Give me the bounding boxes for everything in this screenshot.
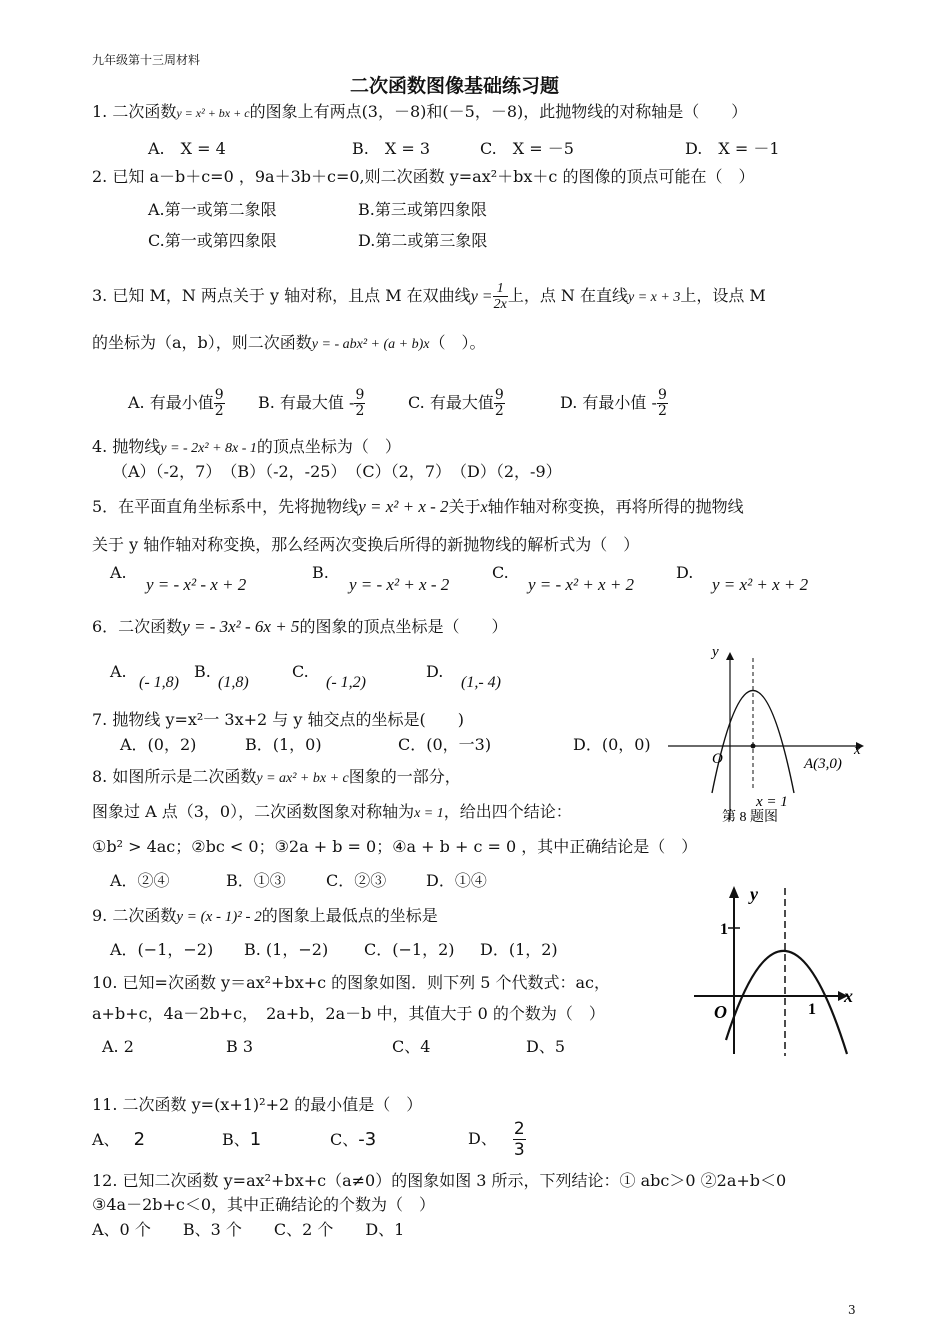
q6-option-b-value[interactable]: (1,8) [218, 674, 249, 691]
q11-option-c[interactable] [330, 1130, 376, 1150]
q12-line-2: ③4a－2b+c＜0，其中正确结论的个数为（ ） [92, 1195, 436, 1214]
q7-option-b[interactable]: B．(1，0) [245, 735, 322, 754]
q3-stem-c: 上，设点 M [680, 286, 766, 305]
question-12: 12. 已知二次函数 y=ax²+bx+c（a≠0）的图象如图 3 所示，下列结论：① abc＞0 ②2a+b＜0 [92, 1171, 787, 1190]
question-9 [92, 906, 438, 927]
q3-hyperbola-fraction [493, 281, 508, 312]
q8-y-label: y [712, 644, 719, 660]
q6-option-a-value[interactable]: (- 1,8) [139, 674, 179, 691]
q11-option-b[interactable] [222, 1130, 261, 1150]
q6-stem: 6．二次函数 [92, 617, 183, 636]
q5-expr: y = x² + x - 2 [358, 497, 449, 516]
q10-parabola [726, 951, 847, 1054]
q3-option-c-label: C. 有最大值 [408, 393, 494, 412]
q11-option-d-fraction [513, 1119, 526, 1160]
q7-option-d[interactable]: D．(0，0) [573, 735, 651, 754]
q9-option-c[interactable]: C．(−1，2) [364, 940, 455, 959]
q8-origin-label: O [712, 751, 723, 767]
q9-expr: y = (x - 1)² - 2 [176, 909, 262, 925]
q8-axis-label: x = 1 [756, 794, 788, 810]
q8-stem-b: 图象的一部分， [348, 767, 461, 786]
q3-frac-num: 1 [493, 281, 508, 297]
q11-option-b-value: 1 [249, 1129, 262, 1150]
q3-stem-b: 上，点 N 在直线 [507, 286, 628, 305]
q10-x-label: x [844, 986, 853, 1006]
q8-conclusions: ①b² > 4ac；②bc < 0；③2a + b = 0；④a + b + c = 0 ，其中正确结论是（ ） [92, 837, 698, 856]
q2-option-d[interactable]: D.第二或第三象限 [358, 231, 488, 250]
q8-option-b[interactable]: B．①③ [226, 871, 286, 890]
q1-option-c[interactable]: C. X = －5 [480, 139, 574, 158]
q9-option-d[interactable]: D．(1，2) [480, 940, 558, 959]
q3-expr2: y = - abx² + (a + b)x [311, 337, 430, 352]
q5-option-a-expr[interactable]: y = - x² - x + 2 [146, 575, 247, 594]
q11-option-d[interactable] [468, 1118, 526, 1160]
q6-option-b-label[interactable]: B. [194, 662, 211, 681]
q3-option-c[interactable] [408, 383, 505, 423]
q6-option-c-value[interactable]: (- 1,2) [326, 674, 366, 691]
q6-option-d-value[interactable]: (1,- 4) [461, 674, 501, 691]
question-8 [92, 767, 461, 789]
question-11: 11. 二次函数 y=(x+1)²+2 的最小值是（ ） [92, 1095, 423, 1114]
q1-stem: 1. 二次函数 [92, 102, 177, 121]
q5-line-2: 关于 y 轴作轴对称变换，那么经两次变换后所得的新抛物线的解析式为（ ） [92, 535, 640, 554]
q11-option-c-label: C、 [330, 1130, 359, 1149]
q10-line-2: a+b+c，4a－2b+c， 2a+b，2a－b 中，其值大于 0 的个数为（ ） [92, 1004, 605, 1023]
q3-option-b[interactable] [258, 383, 365, 423]
q1-option-a[interactable]: A. X = 4 [148, 139, 226, 158]
q4-stem: 4. 抛物线 [92, 437, 161, 456]
q4-options[interactable]: （A）（-2，7） （B）（-2，-25） （C）（2，7） （D）（2，-9） [112, 462, 562, 481]
q11-option-b-label: B、 [222, 1130, 250, 1149]
q1-expr: y = x² + bx + c [176, 106, 250, 120]
q8-point-label: A(3,0) [804, 756, 842, 772]
q8-stem: 8. 如图所示是二次函数 [92, 767, 257, 786]
q11-option-a-value: 2 [133, 1129, 146, 1150]
q8-x-label: x [854, 742, 861, 758]
q11-option-c-value: -3 [358, 1129, 377, 1150]
q5-stem-c: 轴作轴对称变换，再将所得的抛物线 [487, 497, 744, 516]
frac-den: 3 [513, 1140, 525, 1160]
q3-option-b-label: B. 有最大值 - [258, 393, 355, 412]
question-3 [92, 278, 766, 316]
q3-stem: 3. 已知 M，N 两点关于 y 轴对称，且点 M 在双曲线 [92, 286, 471, 305]
q3-option-a-label: A. 有最小值 [128, 393, 214, 412]
q10-option-c[interactable]: C、4 [392, 1037, 431, 1056]
q9-stem: 9. 二次函数 [92, 906, 177, 925]
q8-expr: y = ax² + bx + c [256, 771, 349, 786]
q9-option-b[interactable]: B. (1，−2) [244, 940, 329, 959]
q8-y-arrow [726, 652, 734, 660]
q3-option-a[interactable] [128, 383, 225, 423]
frac-den: 2 [494, 403, 504, 419]
q6-option-d-label[interactable]: D. [426, 662, 444, 681]
q4-expr: y = - 2x² + 8x - 1 [160, 441, 257, 456]
q11-option-d-label: D、 [468, 1129, 497, 1148]
q5-stem-b: 关于 [448, 497, 481, 516]
q5-option-b-label[interactable]: B. [312, 563, 329, 582]
q2-option-a[interactable]: A.第一或第二象限 [148, 200, 277, 219]
q8-option-c[interactable]: C．②③ [326, 871, 387, 890]
q6-option-a-label[interactable]: A. [110, 662, 127, 681]
q8-figure [660, 638, 870, 828]
question-10: 10. 已知=次函数 y＝ax²+bx+c 的图象如图．则下列 5 个代数式：ac， [92, 973, 611, 992]
question-2: 2. 已知 a－b＋c=0 ，9a＋3b＋c=0,则二次函数 y=ax²＋bx＋c 的图像的顶点可能在（ ） [92, 167, 755, 186]
q10-y-tick-label: 1 [720, 921, 728, 938]
q6-expr: y = - 3x² - 6x + 5 [182, 617, 300, 636]
q8-line2-a: 图象过 A 点（3，0），二次函数图象对称轴为 [92, 802, 415, 821]
q8-axis-point [751, 744, 756, 749]
q12-options[interactable]: A、0 个 B、3 个 C、2 个 D、1 [92, 1220, 405, 1239]
frac-num: 9 [355, 387, 365, 403]
q10-origin-label: O [714, 1002, 727, 1022]
q3-option-d-fraction [657, 388, 668, 419]
page-number: 3 [848, 1303, 856, 1317]
q5-option-d-label[interactable]: D. [676, 563, 694, 582]
q7-option-a[interactable]: A．(0，2) [120, 735, 197, 754]
frac-den: 2 [355, 403, 365, 419]
frac-den: 2 [657, 403, 667, 419]
q7-option-c[interactable]: C．(0，一3) [398, 735, 492, 754]
question-4 [92, 437, 401, 459]
q3-option-d[interactable] [560, 383, 668, 423]
question-6 [92, 612, 507, 642]
q6-stem-b: 的图象的顶点坐标是（ ） [299, 617, 508, 636]
q5-x-var: x [480, 499, 488, 516]
q3-line2-b: （ ）。 [429, 333, 486, 352]
q3-hyperbola-lhs: y = [470, 288, 493, 305]
q10-y-arrow [729, 886, 739, 898]
q8-line-2 [92, 802, 572, 824]
q3-line2-a: 的坐标为（a，b），则二次函数 [92, 333, 312, 352]
q5-stem: 5．在平面直角坐标系中，先将抛物线 [92, 497, 359, 516]
q3-frac-den: 2x [493, 297, 507, 312]
q5-option-c-label[interactable]: C. [492, 563, 509, 582]
q10-option-d[interactable]: D、5 [526, 1037, 566, 1056]
frac-num: 9 [657, 387, 667, 403]
q10-x-tick-label: 1 [808, 1001, 816, 1018]
q8-option-a[interactable]: A．②④ [110, 871, 170, 890]
frac-den: 2 [214, 403, 224, 419]
q3-option-d-label: D. 有最小值 - [560, 393, 657, 412]
q8-option-d[interactable]: D．①④ [426, 871, 487, 890]
q10-option-a[interactable]: A. 2 [102, 1037, 134, 1056]
q2-option-c[interactable]: C.第一或第四象限 [148, 231, 277, 250]
q5-option-b-expr[interactable]: y = - x² + x - 2 [349, 575, 450, 594]
q1-stem-tail: 的图象上有两点(3，－8)和(－5，－8)，此抛物线的对称轴是（ ） [249, 102, 748, 121]
q3-option-b-fraction [354, 388, 365, 419]
q9-option-a[interactable]: A．(−1，−2) [110, 940, 214, 959]
page-title: 二次函数图像基础练习题 [350, 75, 560, 97]
q3-line-expr: y = x + 3 [628, 290, 681, 305]
frac-num: 9 [494, 387, 504, 403]
question-1 [92, 102, 747, 123]
q5-option-d-expr[interactable]: y = x² + x + 2 [712, 575, 809, 594]
q10-figure [690, 880, 870, 1060]
q3-option-a-fraction [214, 388, 225, 419]
q5-option-c-expr[interactable]: y = - x² + x + 2 [528, 575, 635, 594]
frac-num: 2 [513, 1119, 525, 1139]
frac-num: 9 [214, 387, 224, 403]
q2-option-b[interactable]: B.第三或第四象限 [358, 200, 487, 219]
q11-option-a[interactable] [92, 1130, 145, 1150]
q5-option-a-label[interactable]: A. [110, 563, 127, 582]
q6-option-c-label[interactable]: C. [292, 662, 309, 681]
q3-option-c-fraction [494, 388, 505, 419]
question-7: 7. 抛物线 y=x²一 3x+2 与 y 轴交点的坐标是( ) [92, 710, 464, 729]
course-header: 九年级第十三周材料 [92, 53, 201, 67]
q10-option-b[interactable]: B 3 [226, 1037, 254, 1056]
q3-line-2 [92, 333, 485, 355]
q1-option-b[interactable]: B. X = 3 [352, 139, 430, 158]
q8-caption: 第 8 题图 [722, 810, 778, 825]
q8-line2-b: ，给出四个结论： [443, 802, 572, 821]
q4-stem-b: 的顶点坐标为（ ） [256, 437, 401, 456]
question-5 [92, 489, 744, 526]
q8-axis-expr: x = 1 [414, 806, 444, 821]
q11-option-a-label: A、 [92, 1130, 120, 1149]
q1-option-d[interactable]: D. X = －1 [685, 139, 780, 158]
q9-stem-b: 的图象上最低点的坐标是 [261, 906, 438, 925]
q10-y-label: y [750, 884, 758, 904]
